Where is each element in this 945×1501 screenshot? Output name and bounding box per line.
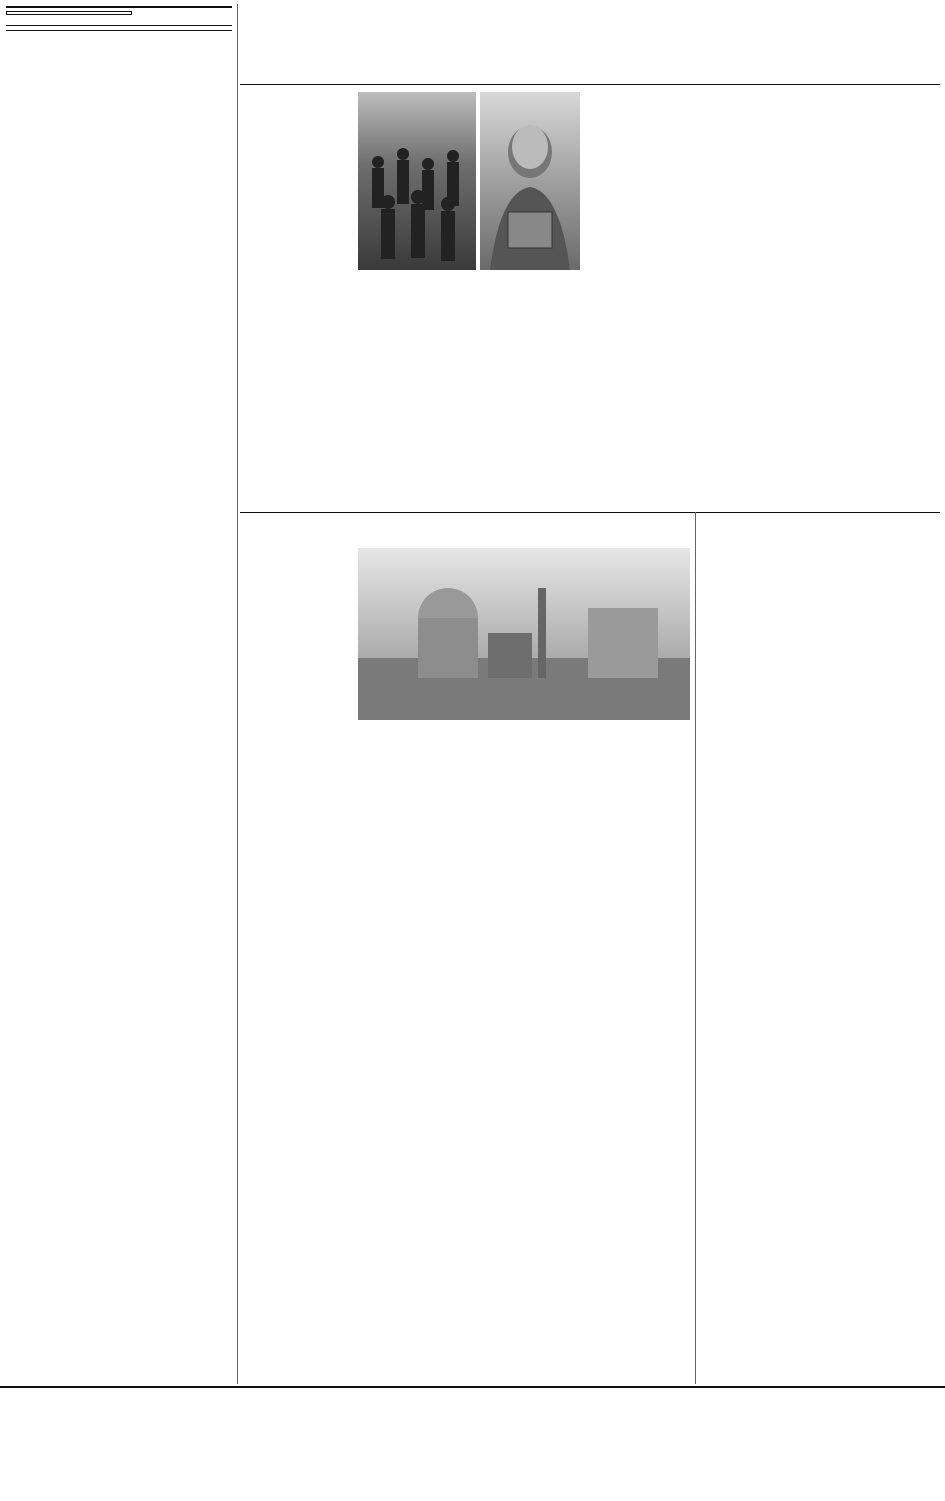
- finance-minister-illustration: [480, 92, 580, 270]
- gyanvapi-col-2b: [358, 726, 466, 1370]
- gyanvapi-photo: [358, 548, 690, 720]
- left-editorial-body: [6, 135, 232, 1380]
- divider: [240, 512, 940, 513]
- soldiers-illustration: [358, 92, 476, 270]
- divider: [237, 4, 238, 1384]
- finance-minister-photo: [480, 92, 580, 270]
- temple-body: [702, 542, 938, 1382]
- masthead-motto: [6, 25, 232, 31]
- gyanvapi-col-3: [472, 726, 580, 1370]
- soldiers-photo: [358, 92, 476, 270]
- top-story-col-4: [588, 276, 698, 508]
- divider: [695, 512, 696, 1384]
- gyanvapi-col-4: [584, 726, 690, 1346]
- top-story-col-3: [472, 276, 580, 508]
- gyanvapi-illustration: [358, 548, 690, 720]
- top-story-col-6: [820, 94, 938, 454]
- divider: [0, 1386, 945, 1388]
- top-story-col-1: [244, 90, 352, 508]
- gyanvapi-col-1: [244, 548, 352, 1370]
- divider: [240, 84, 940, 85]
- top-story-col-5: [704, 276, 814, 508]
- masthead-date: [6, 4, 232, 8]
- masthead: [6, 4, 232, 86]
- top-story-col-2: [358, 276, 466, 508]
- masthead-section: [6, 11, 132, 15]
